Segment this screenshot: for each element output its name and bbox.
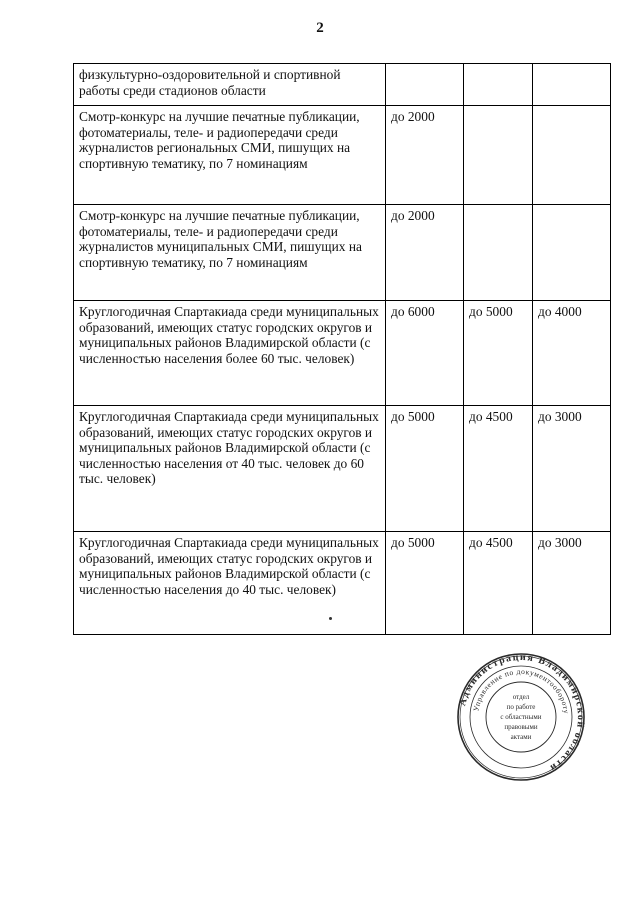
amount-cell: до 4500 bbox=[464, 406, 533, 532]
amount-cell: до 3000 bbox=[533, 532, 611, 635]
seal-outer-text: Администрация Владимирской области bbox=[457, 652, 586, 774]
page-number: 2 bbox=[316, 20, 324, 36]
table-row bbox=[74, 406, 611, 532]
stray-ink-dot bbox=[329, 617, 332, 620]
amount-cell: до 4000 bbox=[533, 301, 611, 406]
amount-cell: до 2000 bbox=[386, 106, 464, 205]
amount-cell bbox=[464, 64, 533, 106]
event-name-cell: Смотр-конкурс на лучшие печатные публикации, фотоматериалы, теле- и радиопередачи среди журналистов муниципальных СМИ, пишущих на спортивную тематику, по 7 номинациям bbox=[74, 205, 386, 301]
table-row bbox=[74, 64, 611, 106]
amount-cell bbox=[464, 106, 533, 205]
seal-ring-text: Управление по документообороту bbox=[471, 666, 571, 715]
event-name-cell: Круглогодичная Спартакиада среди муниципальных образований, имеющих статус городских округов и муниципальных районов Владимирской области (с численностью населения более 60 тыс. человек) bbox=[74, 301, 386, 406]
amount-cell: до 5000 bbox=[386, 532, 464, 635]
official-stamp-seal bbox=[456, 652, 586, 782]
seal-center-line: по работе bbox=[506, 703, 536, 711]
amount-cell: до 6000 bbox=[386, 301, 464, 406]
amount-cell: до 4500 bbox=[464, 532, 533, 635]
seal-center-line: актами bbox=[510, 733, 532, 741]
table-row bbox=[74, 205, 611, 301]
event-name-cell: Круглогодичная Спартакиада среди муниципальных образований, имеющих статус городских округов и муниципальных районов Владимирской области (с численностью населения от 40 тыс. человек до 60 тыс. человек) bbox=[74, 406, 386, 532]
event-name-cell: Круглогодичная Спартакиада среди муниципальных образований, имеющих статус городских округов и муниципальных районов Владимирской области (с численностью населения до 40 тыс. человек) bbox=[74, 532, 386, 635]
seal-center-line: отдел bbox=[512, 693, 530, 701]
amount-cell bbox=[464, 205, 533, 301]
amount-cell: до 5000 bbox=[386, 406, 464, 532]
event-name-cell: Смотр-конкурс на лучшие печатные публикации, фотоматериалы, теле- и радиопередачи среди журналистов региональных СМИ, пишущих на спортивную тематику, по 7 номинациям bbox=[74, 106, 386, 205]
amount-cell: до 5000 bbox=[464, 301, 533, 406]
seal-center-line: с областными bbox=[500, 713, 542, 721]
table-row bbox=[74, 106, 611, 205]
amount-cell bbox=[533, 64, 611, 106]
amount-cell bbox=[533, 106, 611, 205]
amount-cell: до 2000 bbox=[386, 205, 464, 301]
amount-cell: до 3000 bbox=[533, 406, 611, 532]
seal-center-line: правовыми bbox=[504, 723, 538, 731]
amount-cell bbox=[533, 205, 611, 301]
event-name-cell: физкультурно-оздоровительной и спортивной работы среди стадионов области bbox=[74, 64, 386, 106]
table-row bbox=[74, 532, 611, 635]
awards-table bbox=[73, 63, 611, 635]
amount-cell bbox=[386, 64, 464, 106]
table-row bbox=[74, 301, 611, 406]
